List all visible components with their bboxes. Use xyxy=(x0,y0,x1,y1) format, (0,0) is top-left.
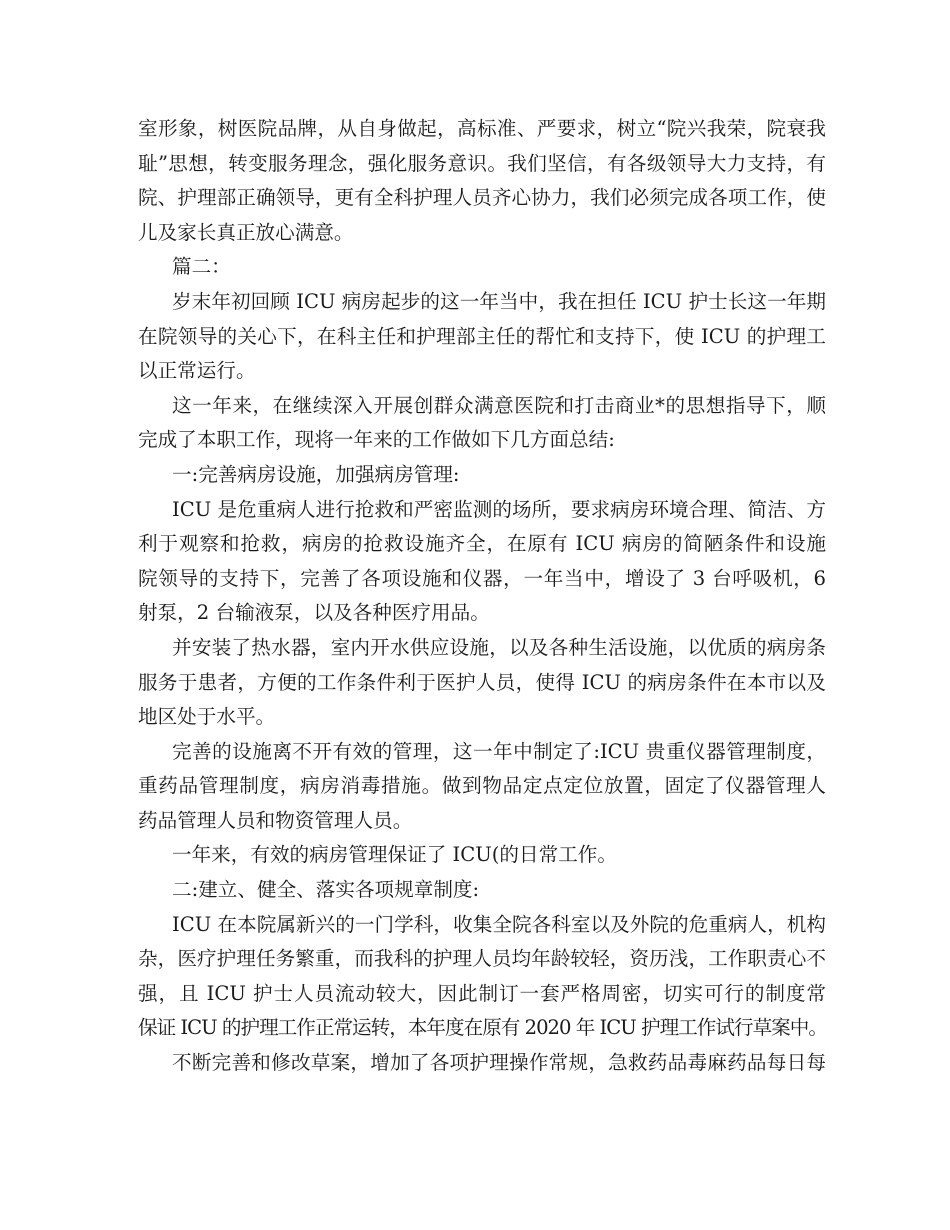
text-line: 一年来，有效的病房管理保证了 ICU(的日常工作。 xyxy=(172,843,617,867)
text-line: 服务于患者，方便的工作条件利于医护人员，使得 ICU 的病房条件在本市以及 xyxy=(138,670,826,694)
text-line: 射泵，2 台输液泵，以及各种医疗用品。 xyxy=(138,601,490,625)
text-line: 保证 ICU 的护理工作正常运转，本年度在原有 2020 年 ICU 护理工作试行草案中。 xyxy=(138,1016,827,1040)
text-line: ICU 在本院属新兴的一门学科，收集全院各科室以及外院的危重病人，机构 xyxy=(172,912,826,936)
document-body xyxy=(138,112,826,1081)
text-line: 并安装了热水器，室内开水供应设施，以及各种生活设施，以优质的病房条 xyxy=(172,635,826,659)
text-line: 儿及家长真正放心满意。 xyxy=(138,220,354,244)
text-line: 耻”思想，转变服务理念，强化服务意识。我们坚信，有各级领导大力支持，有 xyxy=(138,151,826,175)
text-line: 二:建立、健全、落实各项规章制度: xyxy=(172,878,480,902)
text-line: 一:完善病房设施，加强病房管理: xyxy=(172,462,460,486)
text-line: ICU 是危重病人进行抢救和严密监测的场所，要求病房环境合理、简洁、方 xyxy=(172,497,826,521)
text-line: 室形象，树医院品牌，从自身做起，高标准、严要求，树立“院兴我荣，院衰我 xyxy=(138,117,826,140)
text-line: 这一年来，在继续深入开展创群众满意医院和打击商业*的思想指导下，顺 xyxy=(172,393,826,417)
text-line: 在院领导的关心下，在科主任和护理部主任的帮忙和支持下，使 ICU 的护理工 xyxy=(138,324,826,348)
text-line: 院领导的支持下，完善了各项设施和仪器，一年当中，增设了 3 台呼吸机，6 xyxy=(138,566,826,590)
text-line: 杂，医疗护理任务繁重，而我科的护理人员均年龄较轻，资历浅，工作职责心不 xyxy=(138,947,826,971)
text-line: 利于观察和抢救，病房的抢救设施齐全，在原有 ICU 病房的简陋条件和设施 xyxy=(138,532,826,556)
text-line: 岁末年初回顾 ICU 病房起步的这一年当中，我在担任 ICU 护士长这一年期 xyxy=(172,289,826,313)
text-line: 完成了本职工作，现将一年来的工作做如下几方面总结: xyxy=(138,428,615,452)
text-line: 以正常运行。 xyxy=(138,359,256,383)
text-line: 不断完善和修改草案，增加了各项护理操作常规，急救药品毒麻药品每日每 xyxy=(172,1051,826,1075)
text-line: 药品管理人员和物资管理人员。 xyxy=(138,808,413,832)
text-line: 强，且 ICU 护士人员流动较大，因此制订一套严格周密，切实可行的制度常 xyxy=(138,981,826,1005)
text-line: 完善的设施离不开有效的管理，这一年中制定了:ICU 贵重仪器管理制度， xyxy=(172,739,826,763)
text-line: 院、护理部正确领导，更有全科护理人员齐心协力，我们必须完成各项工作，使 xyxy=(138,186,826,210)
text-line: 重药品管理制度，病房消毒措施。做到物品定点定位放置，固定了仪器管理人 xyxy=(138,774,826,798)
text-line: 篇二： xyxy=(172,255,231,279)
text-line: 地区处于水平。 xyxy=(138,705,276,729)
